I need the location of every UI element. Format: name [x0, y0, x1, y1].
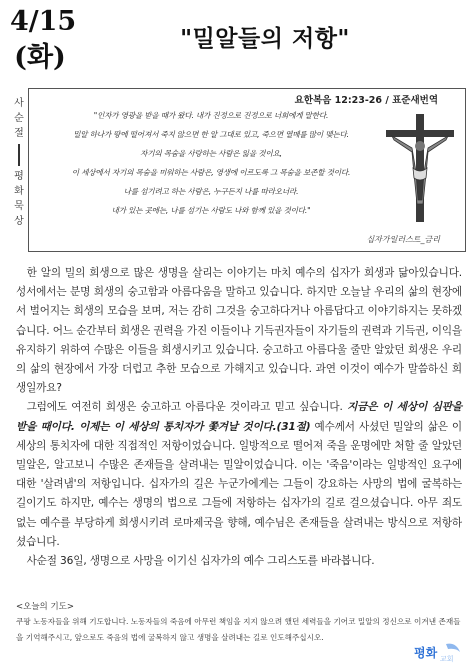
- paragraph: [16, 398, 462, 552]
- scripture-line: "인자가 영광을 받을 때가 왔다. 내가 진정으로 진정으로 너희에게 말한다.: [93, 111, 329, 120]
- page-title: "밀알들의 저항": [180, 26, 350, 52]
- scripture-line: 밀알 하나가 땅에 떨어져서 죽지 않으면 한 알 그대로 있고, 죽으면 열매를 많이 맺는다.: [73, 130, 349, 139]
- date-text: 4/15: [10, 6, 77, 37]
- paragraph: 한 알의 밀의 희생으로 많은 생명을 살리는 이야기는 마치 예수의 십자가 희생과 닮아있습니다. 성서에서는 분명 희생의 숭고함과 아름다움을 말하고 있습니다. 하지만 오늘날 우리의 삶의 현장에서 벌어지는 희생의 모습을 보며, 저는 감히 그것을 숭고하다거나 아름답다고 이야기하지는 못하겠습니다. 어느 순간부터 희생은 권력을 가진 이들이나 기득권자들이 자기들의 권력과 기득권, 이익을 유지하기 위하여 수많은 이들을 희생시키고 있습니다. 숭고하고 아름다울 줄만 알았던 희생은 우리의 삶의 현장에서 가장 더럽고 추한 모습으로 가해지고 있습니다. 과연 이것이 예수가 말씀하신 희생일까요?: [16, 267, 462, 395]
- side-label: [12, 96, 26, 229]
- weekday-text: (화): [14, 42, 66, 73]
- scripture-line: 자기의 목숨을 사랑하는 사람은 잃을 것이요,: [140, 149, 282, 158]
- article-body: [16, 264, 462, 571]
- scripture-reference: 요한복음 12:23-26 / 표준새번역: [294, 95, 438, 106]
- prayer-label: <오늘의 기도>: [16, 602, 75, 612]
- logo-sub-text: 교회: [440, 655, 454, 663]
- side-label-bottom: 평화묵상: [14, 171, 24, 227]
- paragraph: 사순절 36일, 생명으로 사망을 이기신 십자가의 예수 그리스도를 바라봅니다.: [26, 555, 375, 568]
- paragraph-text: 그럼에도 여전히 희생은 숭고하고 아름다운 것이라고 믿고 싶습니다.: [26, 401, 348, 414]
- side-label-top: 사순절: [14, 98, 24, 139]
- church-logo: [412, 640, 464, 664]
- image-caption: 십자가일러스트_금리: [366, 235, 440, 244]
- scripture-line: 내가 있는 곳에는, 나를 섬기는 사람도 나와 함께 있을 것이다.": [111, 206, 311, 215]
- scripture-line: 이 세상에서 자기의 목숨을 미워하는 사람은, 영생에 이르도록 그 목숨을 보존할 것이다.: [71, 168, 351, 177]
- crucifix-illustration: [382, 112, 458, 224]
- logo-main-text: 평화: [414, 646, 438, 660]
- side-divider: [18, 144, 20, 166]
- emphasized-quote: 지금은 이 세상이 심판을 받을 때이다. 이제는 이 세상의 통치자가 쫓겨날 것이다.(31절): [16, 401, 462, 433]
- scripture-line: 나를 섬기려고 하는 사람은, 누구든지 나를 따라오너라.: [123, 187, 299, 196]
- scripture-quote: [36, 106, 386, 220]
- paragraph-text: 예수께서 사셨던 밀알의 삶은 이 세상의 통치자에 대한 직접적인 저항이었습니다. 일방적으로 떨어져 죽을 운명에만 처할 줄 알았던 밀알은, 알고보니 수많은 존재들을 살려내는 밀알이었습니다. 이는 '죽음'이라는 일방적인 요구에 대한 '살려냄'의 저항입니다. 십자가의 길은 누군가에게는 그들이 강요하는 사망의 법에 굴복하는 길이기도 하지만, 예수는 생명의 법으로 그들에 저항하는 십자가의 길로 걸으셨습니다. 아무 죄도 없는 예수를 부당하게 희생시키려 로마제국을 향해, 예수님은 존재들을 살려내는 방식으로 저항하셨습니다.: [16, 420, 462, 548]
- prayer-text: 쿠팡 노동자들을 위해 기도합니다. 노동자들의 죽음에 아무런 책임을 지지 않으려 했던 세력들을 기어코 밀알의 정신으로 이겨낸 존재들을 기억해주시고, 앞으로도 죽음의 법에 굴복하지 않고 생명을 살려내는 길로 인도해주십시오.: [16, 617, 461, 642]
- date-block: [10, 4, 77, 76]
